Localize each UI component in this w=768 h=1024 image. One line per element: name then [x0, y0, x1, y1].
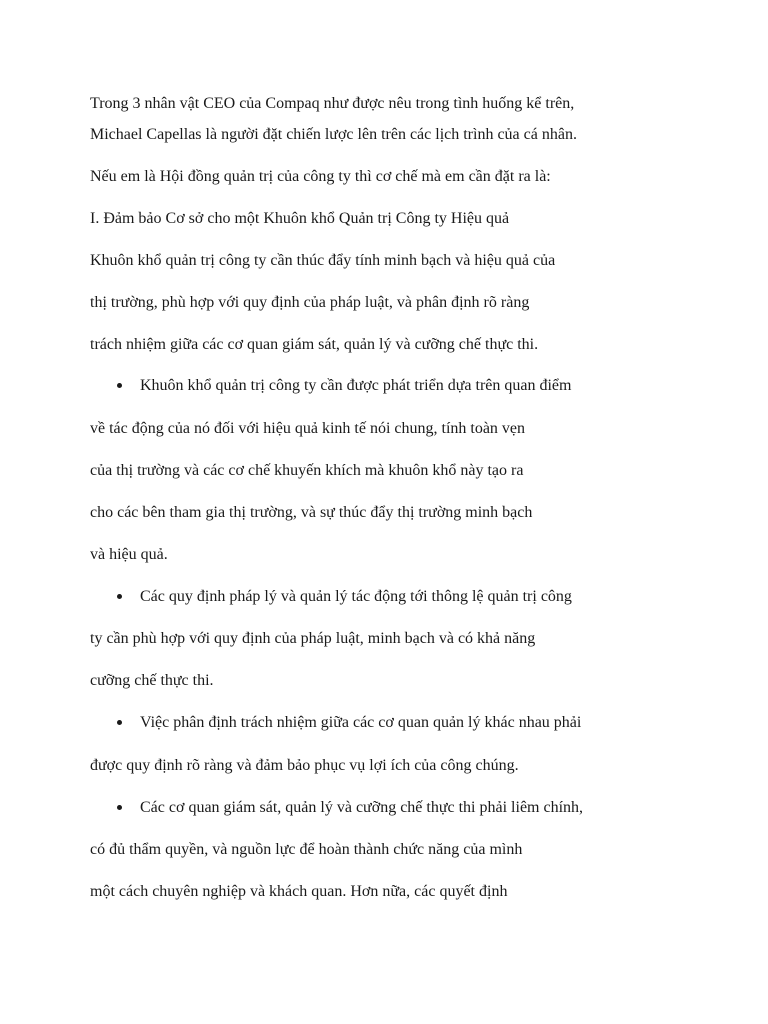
bullet-item-first-line: Việc phân định trách nhiệm giữa các cơ quan quản lý khác nhau phải	[140, 714, 582, 731]
intro-line: Michael Capellas là người đặt chiến lược lên trên các lịch trình của cá nhân.	[90, 126, 577, 143]
bullet-item-first-line: Các cơ quan giám sát, quản lý và cưỡng chế thực thi phải liêm chính,	[140, 799, 584, 816]
bullet-icon	[117, 720, 122, 725]
paragraph-line: trách nhiệm giữa các cơ quan giám sát, quản lý và cưỡng chế thực thi.	[90, 336, 539, 353]
bullet-item-line: được quy định rõ ràng và đảm bảo phục vụ lợi ích của công chúng.	[90, 757, 519, 774]
bullet-icon	[117, 594, 122, 599]
bullet-item-line: về tác động của nó đối với hiệu quả kinh tế nói chung, tính toàn vẹn	[90, 420, 526, 437]
bullet-item-first-line: Khuôn khổ quản trị công ty cần được phát triển dựa trên quan điểm	[140, 377, 572, 394]
bullet-item-line: ty cần phù hợp với quy định của pháp luật, minh bạch và có khả năng	[90, 630, 536, 647]
bullet-item-line: cho các bên tham gia thị trường, và sự thúc đẩy thị trường minh bạch	[90, 504, 533, 521]
bullet-icon	[117, 805, 122, 810]
bullet-item-line: cưỡng chế thực thi.	[90, 672, 214, 689]
paragraph-line: Khuôn khổ quản trị công ty cần thúc đẩy tính minh bạch và hiệu quả của	[90, 252, 556, 269]
bullet-icon	[117, 383, 122, 388]
intro-line: Nếu em là Hội đồng quản trị của công ty thì cơ chế mà em cần đặt ra là:	[90, 168, 551, 185]
bullet-item-line: một cách chuyên nghiệp và khách quan. Hơn nữa, các quyết định	[90, 883, 508, 900]
section-heading: I. Đảm bảo Cơ sở cho một Khuôn khổ Quản trị Công ty Hiệu quả	[90, 210, 510, 227]
intro-line: Trong 3 nhân vật CEO của Compaq như được nêu trong tình huống kể trên,	[90, 95, 575, 112]
bullet-item-line: có đủ thẩm quyền, và nguồn lực để hoàn thành chức năng của mình	[90, 841, 523, 858]
bullet-item-line: và hiệu quả.	[90, 546, 168, 563]
bullet-item-first-line: Các quy định pháp lý và quản lý tác động tới thông lệ quản trị công	[140, 588, 572, 605]
bullet-item-line: của thị trường và các cơ chế khuyến khích mà khuôn khổ này tạo ra	[90, 462, 524, 479]
paragraph-line: thị trường, phù hợp với quy định của pháp luật, và phân định rõ ràng	[90, 294, 530, 311]
